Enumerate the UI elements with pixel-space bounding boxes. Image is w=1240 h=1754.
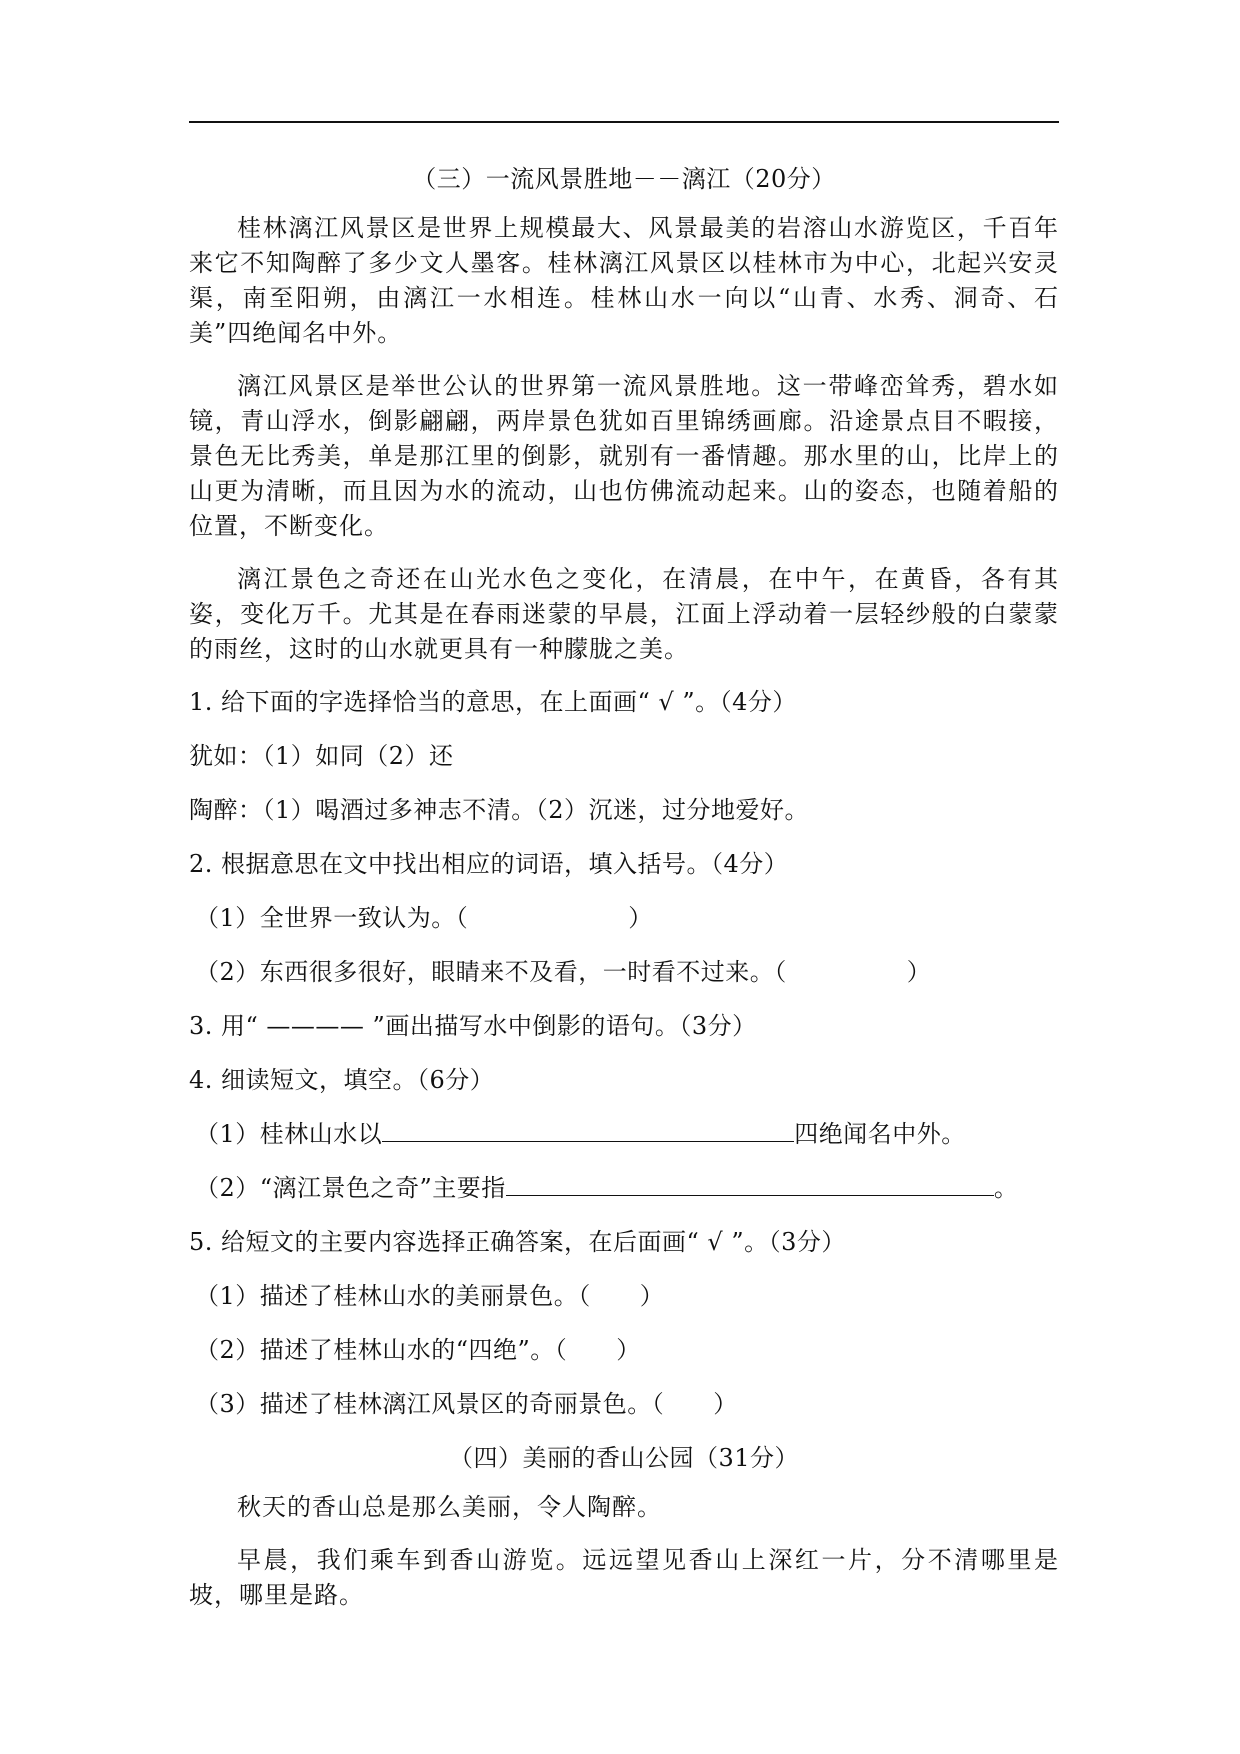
section3-title: （三）一流风景胜地－－漓江（20分） — [412, 165, 836, 193]
question-2-item-2 — [189, 955, 1059, 990]
section3-paragraph-1: 桂林漓江风景区是世界上规模最大、风景最美的岩溶山水游览区，千百年来它不知陶醉了多少文人墨客。桂林漓江风景区以桂林市为中心，北起兴安灵渠，南至阳朔，由漓江一水相连。桂林山水一向以“山青、水秀、洞奇、石美”四绝闻名中外。 — [189, 214, 1059, 347]
question-4-item-2 — [189, 1171, 1059, 1206]
section4-title: （四）美丽的香山公园（31分） — [448, 1444, 800, 1472]
section3-paragraph-3: 漓江景色之奇还在山光水色之变化，在清晨，在中午，在黄昏，各有其姿，变化万千。尤其是在春雨迷蒙的早晨，江面上浮动着一层轻纱般的白蒙蒙的雨丝，这时的山水就更具有一种朦胧之美。 — [189, 565, 1059, 663]
fill-blank-line[interactable] — [506, 1173, 994, 1196]
question-4-item-1-text: （1）桂林山水以 — [195, 1120, 383, 1148]
question-2-item-2-text: （2）东西很多很好，眼睛来不及看，一时看不过来。（ — [195, 958, 787, 986]
section4-paragraph-1: 秋天的香山总是那么美丽，令人陶醉。 — [237, 1493, 662, 1521]
section3-paragraph-2: 漓江风景区是举世公认的世界第一流风景胜地。这一带峰峦耸秀，碧水如镜，青山浮水，倒影翩翩，两岸景色犹如百里锦绣画廊。沿途景点目不暇接，景色无比秀美，单是那江里的倒影，就别有一番情趣。那水里的山，比岸上的山更为清晰，而且因为水的流动，山也仿佛流动起来。山的姿态，也随着船的位置，不断变化。 — [189, 372, 1059, 540]
question-4-item-1 — [189, 1117, 1059, 1152]
question-2-item-2-close: ） — [906, 958, 932, 986]
question-4-item-2-suffix: 。 — [993, 1174, 1019, 1202]
question-1-item-1: 犹如：（1）如同（2）还 — [189, 742, 454, 770]
question-1-prompt: 1. 给下面的字选择恰当的意思，在上面画“ √ ”。（4分） — [189, 688, 797, 716]
page-content — [189, 150, 1059, 1631]
question-4-item-1-suffix: 四绝闻名中外。 — [794, 1120, 966, 1148]
question-2-item-1-text: （1）全世界一致认为。（ — [195, 904, 469, 932]
question-1-item-2: 陶醉：（1）喝酒过多神志不清。（2）沉迷，过分地爱好。 — [189, 796, 810, 824]
question-5-prompt: 5. 给短文的主要内容选择正确答案，在后面画“ √ ”。（3分） — [189, 1228, 846, 1256]
question-4-prompt: 4. 细读短文，填空。（6分） — [189, 1066, 495, 1094]
question-5-option-1[interactable]: （1）描述了桂林山水的美丽景色。（ ） — [195, 1282, 665, 1310]
question-2-prompt: 2. 根据意思在文中找出相应的词语，填入括号。（4分） — [189, 850, 789, 878]
question-3-prompt: 3. 用“ ———— ”画出描写水中倒影的语句。（3分） — [189, 1012, 757, 1040]
question-2-item-1-close: ） — [628, 904, 653, 932]
question-5-option-3[interactable]: （3）描述了桂林漓江风景区的奇丽景色。（ ） — [195, 1390, 738, 1418]
section4-paragraph-2: 早晨，我们乘车到香山游览。远远望见香山上深红一片，分不清哪里是坡，哪里是路。 — [189, 1546, 1059, 1609]
header-rule — [189, 121, 1059, 123]
question-4-item-2-text: （2）“漓江景色之奇”主要指 — [195, 1174, 506, 1202]
fill-blank-line[interactable] — [382, 1119, 794, 1142]
question-2-item-1 — [189, 901, 1059, 936]
question-5-option-2[interactable]: （2）描述了桂林山水的“四绝”。（ ） — [195, 1336, 641, 1364]
